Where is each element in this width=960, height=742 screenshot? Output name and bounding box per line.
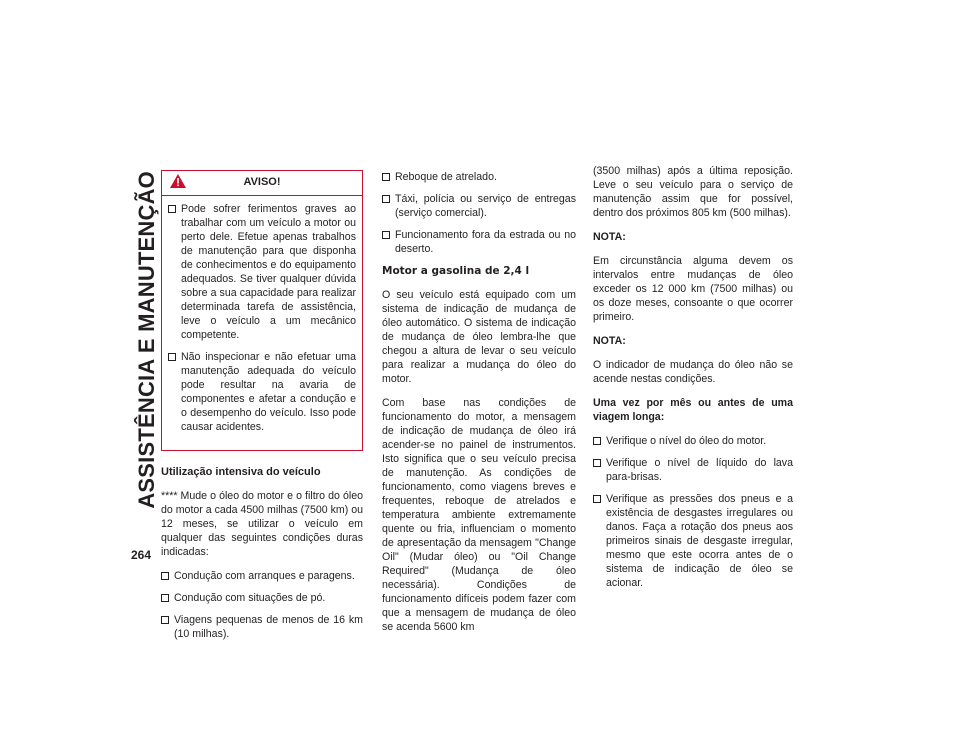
list-item-text: Reboque de atrelado. xyxy=(395,171,497,183)
monthly-check-list xyxy=(593,434,793,590)
checkbox-square-icon xyxy=(593,459,601,467)
list-item xyxy=(593,456,793,484)
list-item-text: Não inspecionar e não efetuar uma manutenção adequada do veículo pode resultar na avaria de componentes e afetar a condução e o desempenho do veículo. Isso pode causar acidentes. xyxy=(181,351,356,433)
list-item xyxy=(168,350,356,434)
column-1 xyxy=(161,170,363,649)
list-item xyxy=(593,492,793,590)
list-item-text: Funcionamento fora da estrada ou no deserto. xyxy=(395,229,576,255)
checkbox-square-icon xyxy=(382,195,390,203)
section-heading: Motor a gasolina de 2,4 l xyxy=(382,265,530,277)
checkbox-square-icon xyxy=(168,353,176,361)
warning-box xyxy=(161,170,363,451)
monthly-check-heading: Uma vez por mês ou antes de uma viagem longa: xyxy=(593,397,793,423)
checkbox-square-icon xyxy=(168,205,176,213)
note-body: O indicador de mudança do óleo não se acende nestas condições. xyxy=(593,359,793,385)
list-item-text: Viagens pequenas de menos de 16 km (10 milhas). xyxy=(174,614,363,640)
paragraph: **** Mude o óleo do motor e o filtro do óleo do motor a cada 4500 milhas (7500 km) ou 12 meses, se utilizar o veículo em qualquer das seguintes condições duras indicadas: xyxy=(161,490,363,558)
note-heading: NOTA: xyxy=(593,335,626,347)
checkbox-square-icon xyxy=(382,231,390,239)
list-item xyxy=(382,170,576,184)
list-item-text: Verifique as pressões dos pneus e a existência de desgastes irregulares ou danos. Faça a rotação dos pneus aos primeiros sinais de desgaste irregular, mesmo que este ocorra antes de o sistema de indicação de óleo se acionar. xyxy=(606,493,793,589)
column-3 xyxy=(593,164,793,598)
section-heading: Utilização intensiva do veículo xyxy=(161,466,321,478)
list-item xyxy=(161,569,363,583)
warning-header xyxy=(162,170,362,196)
paragraph: (3500 milhas) após a última reposição. Leve o seu veículo para o serviço de manutenção assim que for possível, dentro dos próximos 805 km (500 milhas). xyxy=(593,165,793,219)
list-item-text: Táxi, polícia ou serviço de entregas (serviço comercial). xyxy=(395,193,576,219)
list-item xyxy=(382,192,576,220)
list-item-text: Condução com situações de pó. xyxy=(174,592,326,604)
note-body: Em circunstância alguma devem os intervalos entre mudanças de óleo exceder os 12 000 km (7500 milhas) ou os doze meses, consoante o que ocorrer primeiro. xyxy=(593,255,793,323)
condition-list-continued xyxy=(382,170,576,256)
warning-title: AVISO! xyxy=(243,176,281,188)
list-item-text: Verifique o nível do óleo do motor. xyxy=(606,435,767,447)
checkbox-square-icon xyxy=(382,173,390,181)
checkbox-square-icon xyxy=(593,437,601,445)
checkbox-square-icon xyxy=(161,572,169,580)
section-side-title-text: ASSISTÊNCIA E MANUTENÇÃO xyxy=(134,171,159,509)
paragraph: O seu veículo está equipado com um sistema de indicação de mudança de óleo automático. O sistema de indicação de mudança de óleo lembra-lhe que chegou a altura de levar o seu veículo para realizar a mudança do óleo do motor. xyxy=(382,289,576,385)
list-item-text: Verifique o nível de líquido do lava para-brisas. xyxy=(606,457,793,483)
note-heading: NOTA: xyxy=(593,231,626,243)
warning-list xyxy=(162,202,362,434)
list-item-text: Condução com arranques e paragens. xyxy=(174,570,355,582)
list-item-text: Pode sofrer ferimentos graves ao trabalhar com um veículo a motor ou perto dele. Efetue apenas trabalhos de manutenção para que disponha de conhecimentos e do equipamento adequados. Se tiver qualquer dúvida sobre a sua capacidade para realizar determinada tarefa de assistência, leve o veículo a um mecânico competente. xyxy=(181,203,356,341)
section-side-title xyxy=(132,171,162,551)
condition-list xyxy=(161,569,363,641)
checkbox-square-icon xyxy=(161,594,169,602)
page-number: 264 xyxy=(131,548,152,562)
list-item xyxy=(161,591,363,605)
checkbox-square-icon xyxy=(161,616,169,624)
list-item xyxy=(168,202,356,342)
paragraph: Com base nas condições de funcionamento do motor, a mensagem de indicação de mudança de óleo irá acender-se no painel de instrumentos. Isto significa que o seu veículo precisa de manutenção. As condições de funcionamento, como viagens breves e frequentes, reboque de atrelados e temperatura ambiente extremamente quente ou fria, influenciam o momento de apresentação da mensagem "Change Oil" (Mudar óleo) ou "Oil Change Required" (Mudança de óleo necessária). Condições de funcionamento difíceis podem fazer com que a mensagem de mudança de óleo se acenda 5600 km xyxy=(382,397,576,633)
list-item xyxy=(593,434,793,448)
column-2 xyxy=(382,170,576,644)
checkbox-square-icon xyxy=(593,495,601,503)
list-item xyxy=(161,613,363,641)
list-item xyxy=(382,228,576,256)
